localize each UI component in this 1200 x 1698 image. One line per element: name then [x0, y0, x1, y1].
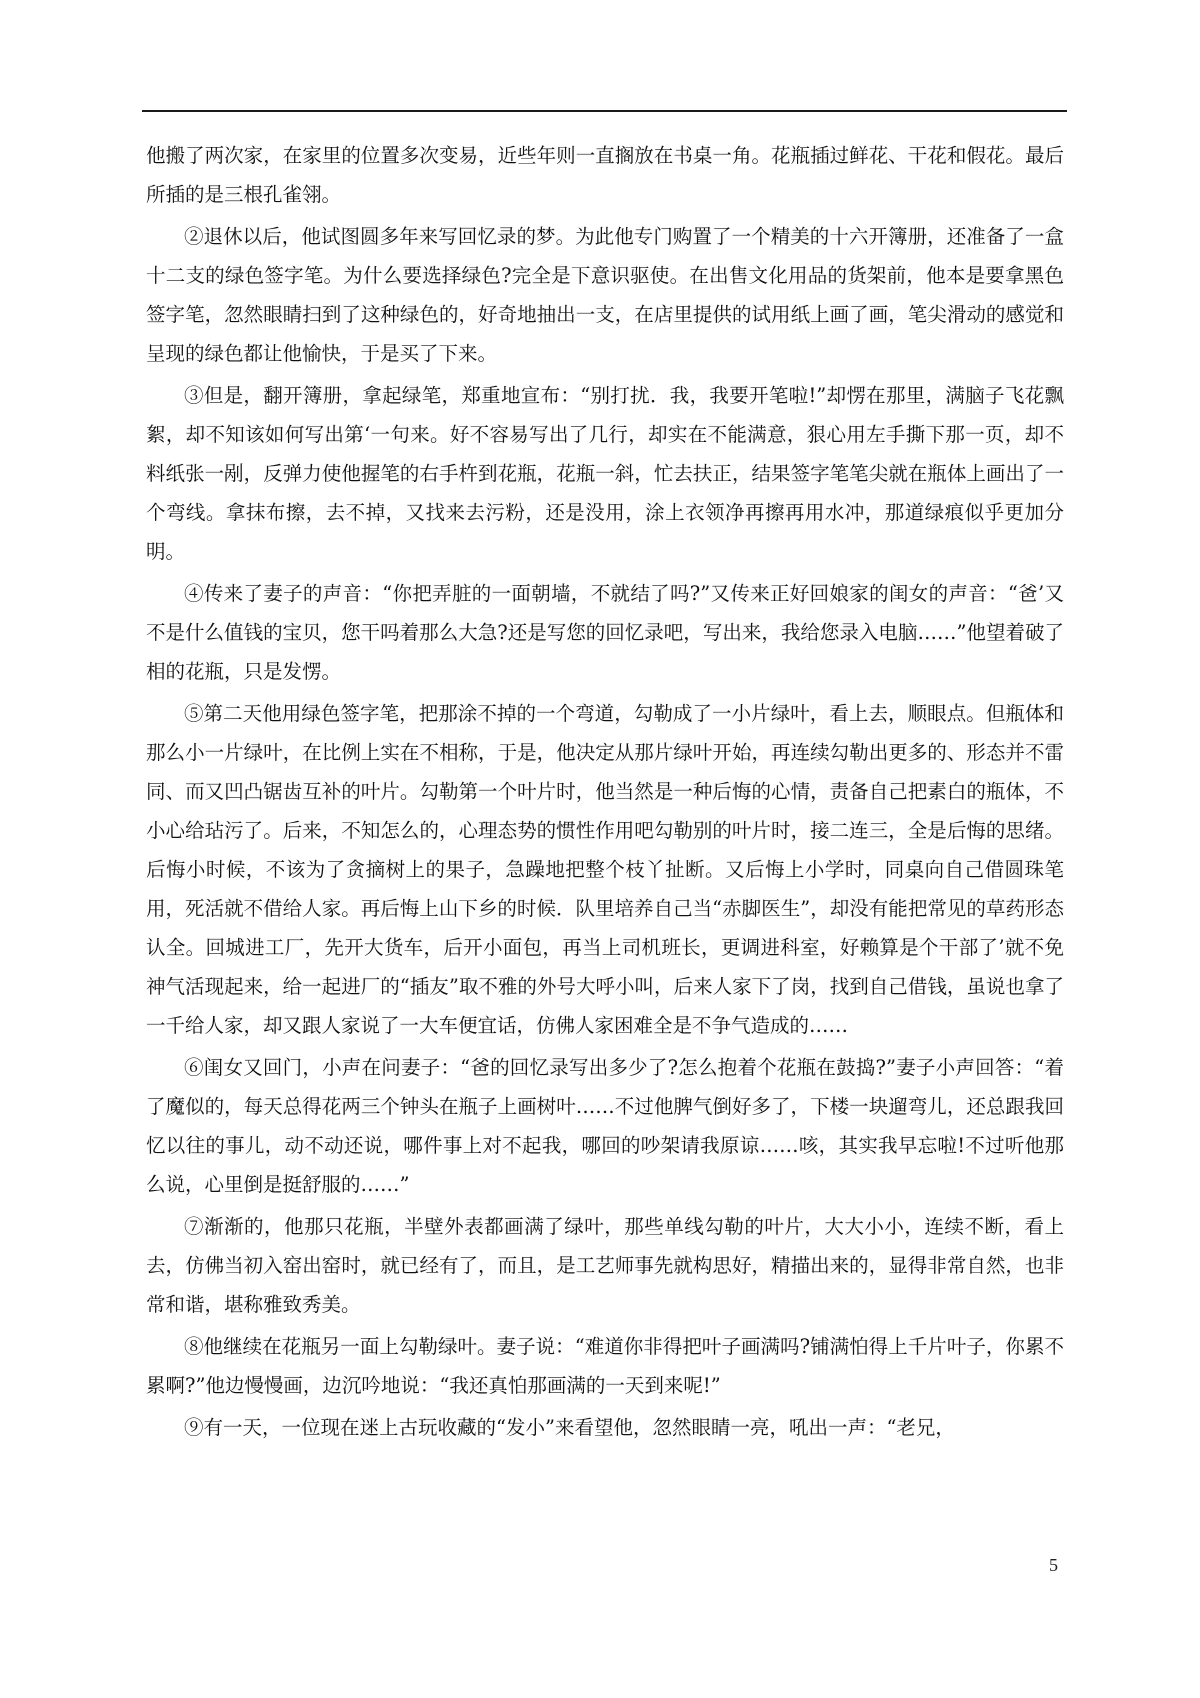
document-body — [146, 136, 1064, 1450]
header-rule — [142, 110, 1067, 112]
paragraph-8: ⑧他继续在花瓶另一面上勾勒绿叶。妻子说：“难道你非得把叶子画满吗?铺满怕得上千片叶子，你累不累啊?”他边慢慢画，边沉吟地说：“我还真怕那画满的一天到来呢!” — [146, 1335, 1064, 1397]
paragraph-2: ②退休以后，他试图圆多年来写回忆录的梦。为此他专门购置了一个精美的十六开簿册，还准备了一盒十二支的绿色签字笔。为什么要选择绿色?完全是下意识驱使。在出售文化用品的货架前，他本是要拿黑色签字笔，忽然眼睛扫到了这种绿色的，好奇地抽出一支，在店里提供的试用纸上画了画，笔尖滑动的感觉和呈现的绿色都让他愉快，于是买了下来。 — [146, 225, 1064, 365]
paragraph-5: ⑤第二天他用绿色签字笔，把那涂不掉的一个弯道，勾勒成了一小片绿叶，看上去，顺眼点。但瓶体和那么小一片绿叶，在比例上实在不相称，于是，他决定从那片绿叶开始，再连续勾勒出更多的、形态并不雷同、而又凹凸锯齿互补的叶片。勾勒第一个叶片时，他当然是一种后悔的心情，责备自己把素白的瓶体，不小心给玷污了。后来，不知怎么的，心理态势的惯性作用吧勾勒别的叶片时，接二连三，全是后悔的思绪。后悔小时候，不该为了贪摘树上的果子，急躁地把整个枝丫扯断。又后悔上小学时，同桌向自己借圆珠笔用，死活就不借给人家。再后悔上山下乡的时候．队里培养自己当“赤脚医生”，却没有能把常见的草药形态认全。回城进工厂，先开大货车，后开小面包，再当上司机班长，更调进科室，好赖算是个干部了’就不免神气活现起来，给一起进厂的“插友”取不雅的外号大呼小叫，后来人家下了岗，找到自己借钱，虽说也拿了一千给人家，却又跟人家说了一大车便宜话，仿佛人家困难全是不争气造成的…… — [146, 702, 1064, 1037]
paragraph-3: ③但是，翻开簿册，拿起绿笔，郑重地宣布：“别打扰．我，我要开笔啦!”却愣在那里，满脑子飞花飘絮，却不知该如何写出第‘一句来。好不容易写出了几行，却实在不能满意，狠心用左手撕下那一页，却不料纸张一剐，反弹力使他握笔的右手杵到花瓶，花瓶一斜，忙去扶正，结果签字笔笔尖就在瓶体上画出了一个弯线。拿抹布擦，去不掉，又找来去污粉，还是没用，涂上衣领净再擦再用水冲，那道绿痕似乎更加分明。 — [146, 384, 1064, 563]
paragraph-4: ④传来了妻子的声音：“你把弄脏的一面朝墙，不就结了吗?”又传来正好回娘家的闺女的声音：“爸’又不是什么值钱的宝贝，您干吗着那么大急?还是写您的回忆录吧，写出来，我给您录入电脑……”他望着破了相的花瓶，只是发愣。 — [146, 582, 1064, 683]
paragraph-6: ⑥闺女又回门，小声在问妻子：“爸的回忆录写出多少了?怎么抱着个花瓶在鼓捣?”妻子小声回答：“着了魔似的，每天总得花两三个钟头在瓶子上画树叶……不过他脾气倒好多了，下楼一块遛弯儿，还总跟我回忆以往的事儿，动不动还说，哪件事上对不起我，哪回的吵架请我原谅……咳，其实我早忘啦!不过听他那么说，心里倒是挺舒服的……” — [146, 1056, 1064, 1196]
paragraph-9: ⑨有一天，一位现在迷上古玩收藏的“发小”来看望他，忽然眼睛一亮，吼出一声：“老兄， — [184, 1416, 955, 1439]
paragraph-continuation: 他搬了两次家，在家里的位置多次变易，近些年则一直搁放在书桌一角。花瓶插过鲜花、干花和假花。最后所插的是三根孔雀翎。 — [146, 144, 1064, 206]
page-number: 5 — [1049, 1555, 1058, 1575]
paragraph-7: ⑦渐渐的，他那只花瓶，半壁外表都画满了绿叶，那些单线勾勒的叶片，大大小小，连续不断，看上去，仿佛当初入窑出窑时，就已经有了，而且，是工艺师事先就构思好，精描出来的，显得非常自然，也非常和谐，堪称雅致秀美。 — [146, 1215, 1064, 1316]
